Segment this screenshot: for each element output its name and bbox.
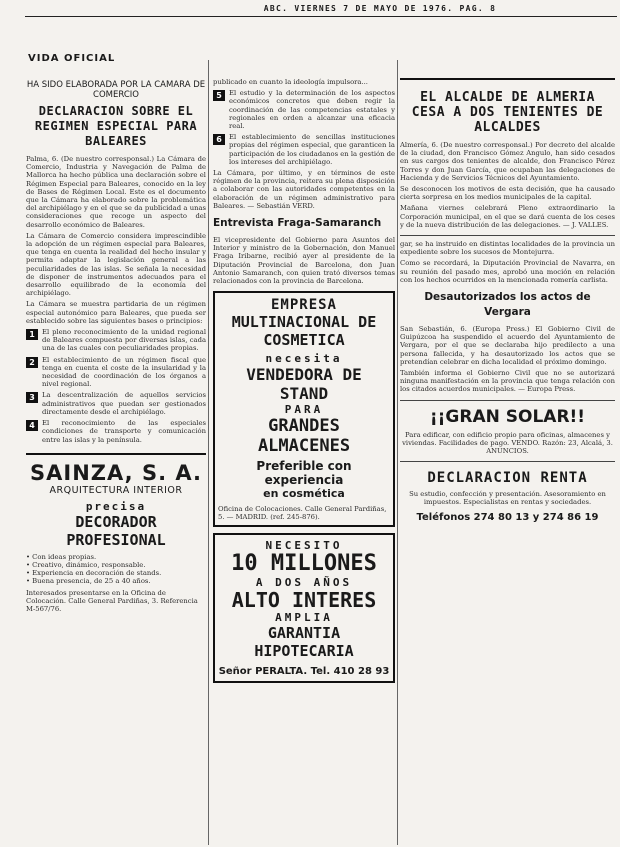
ad-line: PARA [284,403,324,417]
article-paragraph: Se desconocen los motivos de esta decisión, que ha causado cierta sorpresa en los medios municipales de la capital. [400,185,615,202]
renta-ad-title: DECLARACION RENTA [427,470,588,487]
ad-line: 10 MILLONES [231,551,377,577]
article-headline: Desautorizados los actos de Vergara [424,291,591,319]
article-paragraph: La Cámara, por último, y en términos de este régimen de la provincia, reitera su plena disposición a colaborar con las autoridades competentes en la elaboración de un régimen administrativo para Baleares. — Sebastián VERD. [213,169,395,210]
solar-ad-text: Para edificar, con edificio propio para oficinas, almacenes y viviendas. Facilidades de pago. VENDO. Razón: 23, Alcalá, 3. ANUNCIOS. [402,430,613,456]
column-3 [400,60,615,523]
point-text: El pleno reconocimiento de la unidad regional de Baleares compuesta por diversas islas, cada una de las cuales con peculiaridades propias. [42,328,206,353]
ad-line: VENDEDORA DE STAND [246,365,362,404]
article-paragraph: publicado en cuanto la ideología impulsora... [213,78,368,86]
numbered-point [26,328,206,356]
article-headline: Entrevista Fraga-Samaranch [213,217,382,230]
article-paragraph: Almería, 6. (De nuestro corresponsal.) Por decreto del alcalde de la ciudad, don Francisco Gómez Angulo, han sido cesados en sus cargos dos tenientes de alcalde, don Francisco Pérez Torres y don Juan García, que ocupaban las delegaciones de Hacienda y de Servicios Técnicos del Ayuntamiento. [400,141,615,182]
numbered-point [213,89,395,133]
point-text: La descentralización de aquellos servicios administrativos que puedan ser gestionados directamente desde el archipiélago. [42,391,206,416]
renta-ad-text: Su estudio, confección y presentación. Asesoramiento en impuestos. Especialistas en rentas y sociedades. [409,490,606,507]
ad-line: AMPLIA [275,611,333,625]
header-rule [25,16,617,17]
ad-line: NECESITO [265,539,343,553]
ad-line: en cosmética [263,487,345,501]
article-paragraph: También informa el Gobierno Civil que no se autorizará ninguna manifestación en la provincia que tenga relación con los citados acuerdos municipales. — Europa Press. [400,369,615,394]
ad-line: GARANTIA HIPOTECARIA [254,624,354,661]
article-paragraph: El vicepresidente del Gobierno para Asuntos del Interior y ministro de la Gobernación, don Manuel Fraga Iribarne, recibió ayer al presidente de la Diputación Provincial de Barcelona, don Juan Antonio Samaranch, con quien trató diversos temas relacionados con la provincia de Barcelona. [213,236,395,286]
ad-role: DECORADOR PROFESIONAL [66,512,166,549]
ad-contact: Interesados presentarse en la Oficina de Colocación. Calle General Pardiñas, 3. Referencia M-567/76. [26,588,198,613]
solar-ad-title: ¡¡GRAN SOLAR!! [429,406,586,427]
loan-ad [213,533,395,683]
point-text: El establecimiento de un régimen fiscal que tenga en cuenta el coste de la insularidad y la necesidad de coordinación de los órganos a nivel regional. [42,355,206,389]
ad-line: MULTINACIONAL DE COSMETICA [231,313,377,350]
column-divider [397,60,398,845]
page-header: ABC. VIERNES 7 DE MAYO DE 1976. PAG. 8 [263,4,497,13]
cosmetics-ad [213,291,395,527]
ad-line: A DOS AÑOS [255,576,353,590]
point-number: 5 [213,90,225,101]
article-paragraph: gar, se ha instruido en distintas localidades de la provincia un expediente sobre los sucesos de Montejurra. [400,240,615,257]
point-number: 6 [213,134,225,145]
article-rule [400,78,615,80]
point-text: El estudio y la determinación de los aspectos económicos concretos que deben regir la coordinación de las competencias estatales y regionales en orden a alcanzar una eficacia real. [229,89,395,131]
numbered-point [26,356,206,392]
ad-line: GRANDES ALMACENES [257,416,351,457]
point-number: 1 [26,329,38,340]
numbered-point [213,133,395,169]
point-number: 3 [26,392,38,403]
ad-bullet: • Buena presencia, de 25 a 40 años. [26,576,151,585]
point-text: El reconocimiento de las especiales condiciones de transporte y comunicación entre las islas y la península. [42,419,206,444]
ad-rule [26,453,206,455]
ad-bullet: • Con ideas propias. [26,552,97,561]
sainza-ad [26,461,206,613]
article-rule [400,235,615,236]
column-1 [26,60,206,613]
ad-line: Preferible con experiencia [256,459,352,488]
ad-precisa: precisa [85,499,147,513]
ad-bullet: • Experiencia en decoración de stands. [26,568,162,577]
ad-company-sub: ARQUITECTURA INTERIOR [49,484,183,496]
ad-line: EMPRESA [270,297,337,314]
ad-phone: Señor PERALTA. Tel. 410 28 93 [218,666,390,678]
numbered-point [26,391,206,419]
ad-rule [400,461,615,462]
numbered-point [26,419,206,447]
article-paragraph: Mañana viernes celebrará Pleno extraordinario la Corporación municipal, en el que se dará cuenta de los ceses y de la nueva distribución de las delegaciones. — J. VALLES. [400,204,615,229]
point-number: 2 [26,357,38,368]
ad-company-name: SAINZA, S. A. [30,460,202,485]
point-number: 4 [26,420,38,431]
ad-bullet: • Creativo, dinámico, responsable. [26,560,146,569]
column-2 [213,60,395,683]
article-paragraph: Palma, 6. (De nuestro corresponsal.) La Cámara de Comercio, Industria y Navegación de Palma de Mallorca ha hecho pública una declaración sobre el Régimen Especial para Baleares, conocido en la ley de Bases de Régimen Local. Este es el documento que la Cámara ha elaborado sobre la problemática del archipiélago y en el que se da publicidad a unas consideraciones que recoge un aspecto del desarrollo económico de Baleares. [26,155,206,229]
article-headline: EL ALCALDE DE ALMERIA CESA A DOS TENIENTES DE ALCALDES [411,90,604,135]
article-paragraph: La Cámara se muestra partidaria de un régimen especial autonómico para Baleares, que pueda ser establecido sobre las siguientes bases o principios: [26,300,206,325]
point-text: El establecimiento de sencillas instituciones propias del régimen especial, que garanticen la participación de los ciudadanos en la gestión de los intereses del archipiélago. [229,133,395,166]
ad-rule [400,400,615,401]
ad-line: necesita [265,352,343,366]
column-divider [208,60,209,845]
article-paragraph: San Sebastián, 6. (Europa Press.) El Gobierno Civil de Guipúzcoa ha suspendido el acuerdo del Ayuntamiento de Vergara, por el que se declaraba hijo predilecto a una persona fallecida, y ha desautorizado los actos que se pretendían celebrar en dicha localidad el próximo domingo. [400,325,615,366]
renta-ad-phones: Teléfonos 274 80 13 y 274 86 19 [416,511,599,523]
article-kicker: HA SIDO ELABORADA POR LA CAMARA DE COMERCIO [26,80,206,100]
section-title: VIDA OFICIAL [28,53,116,64]
ad-line: ALTO INTERES [231,588,377,613]
ad-contact: Oficina de Colocaciones. Calle General Pardiñas, 5. — MADRID. (ref. 245-876). [218,505,387,522]
article-paragraph: La Cámara de Comercio considera imprescindible la adopción de un régimen especial para Baleares, que tenga en cuenta la realidad del hecho insular y permita adaptar la legislación general a las peculiaridades de las islas. Se señala la necesidad de disponer de instrumentos adecuados para el desarrollo equilibrado de la economía del archipiélago. [26,231,206,298]
article-paragraph: Como se recordará, la Diputación Provincial de Navarra, en su reunión del pasado mes, aprobó una moción en relación con los hechos ocurridos en la mencionada romería carlista. [400,259,615,284]
article-headline: DECLARACION SOBRE EL REGIMEN ESPECIAL PARA BALEARES [34,104,198,148]
